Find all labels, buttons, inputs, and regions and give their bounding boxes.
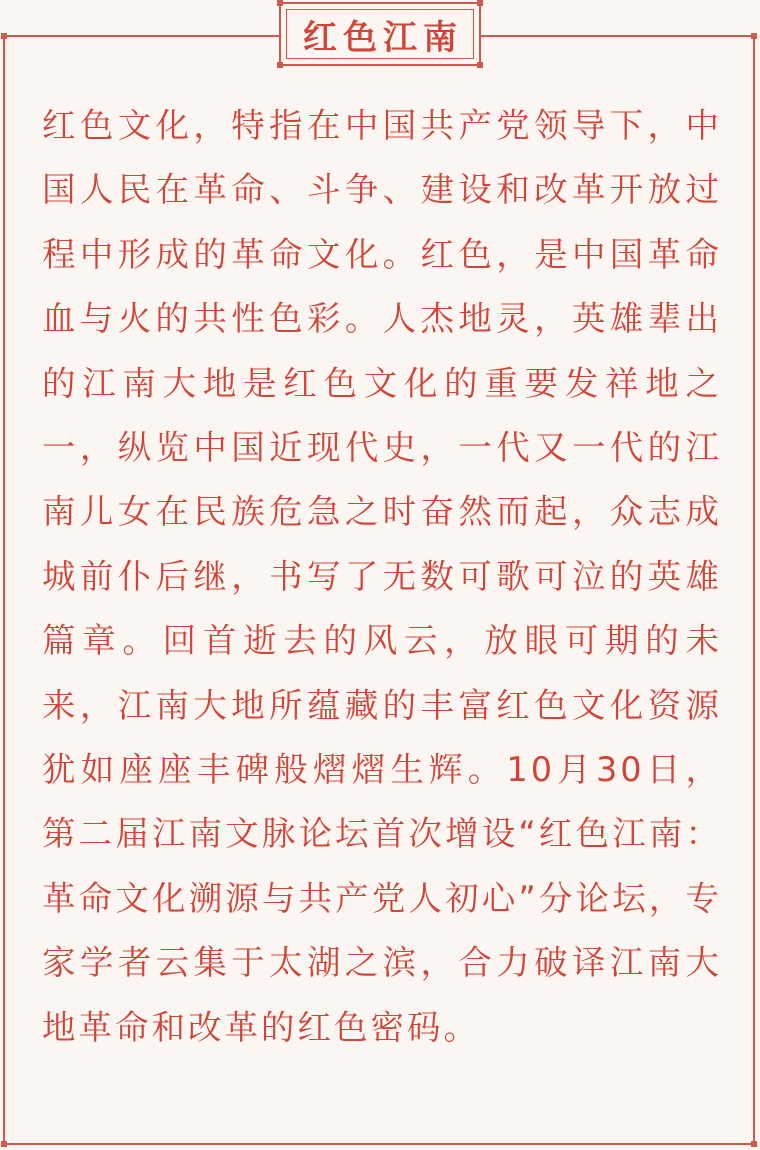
article-body: 红色文化，特指在中国共产党领导下，中国人民在革命、斗争、建设和改革开放过程中形成的革命文化。红色，是中国革命血与火的共性色彩。人杰地灵，英雄辈出的江南大地是红色文化的重要发祥地之一，纵览中国近现代史，一代又一代的江南儿女在民族危急之时奋然而起，众志成城前仆后继，书写了无数可歌可泣的英雄篇章。回首逝去的风云，放眼可期的未来，江南大地所蕴藏的丰富红色文化资源犹如座座丰碑般熠熠生辉。10月30日，第二届江南文脉论坛首次增设“红色江南：革命文化溯源与共产党人初心”分论坛，专家学者云集于太湖之滨，合力破译江南大地革命和改革的红色密码。	[42, 106, 722, 1047]
frame-corner-bottom-right	[751, 1141, 757, 1147]
title-badge	[279, 2, 481, 66]
title-corner-top-right	[477, 0, 483, 6]
frame-corner-top-right	[751, 33, 757, 39]
title-corner-bottom-right	[477, 62, 483, 68]
frame-corner-bottom-left	[1, 1141, 7, 1147]
page-title: 红色江南	[303, 17, 463, 58]
title-corner-bottom-left	[277, 62, 283, 68]
title-corner-top-left	[277, 0, 283, 6]
frame-corner-top-left	[1, 33, 7, 39]
